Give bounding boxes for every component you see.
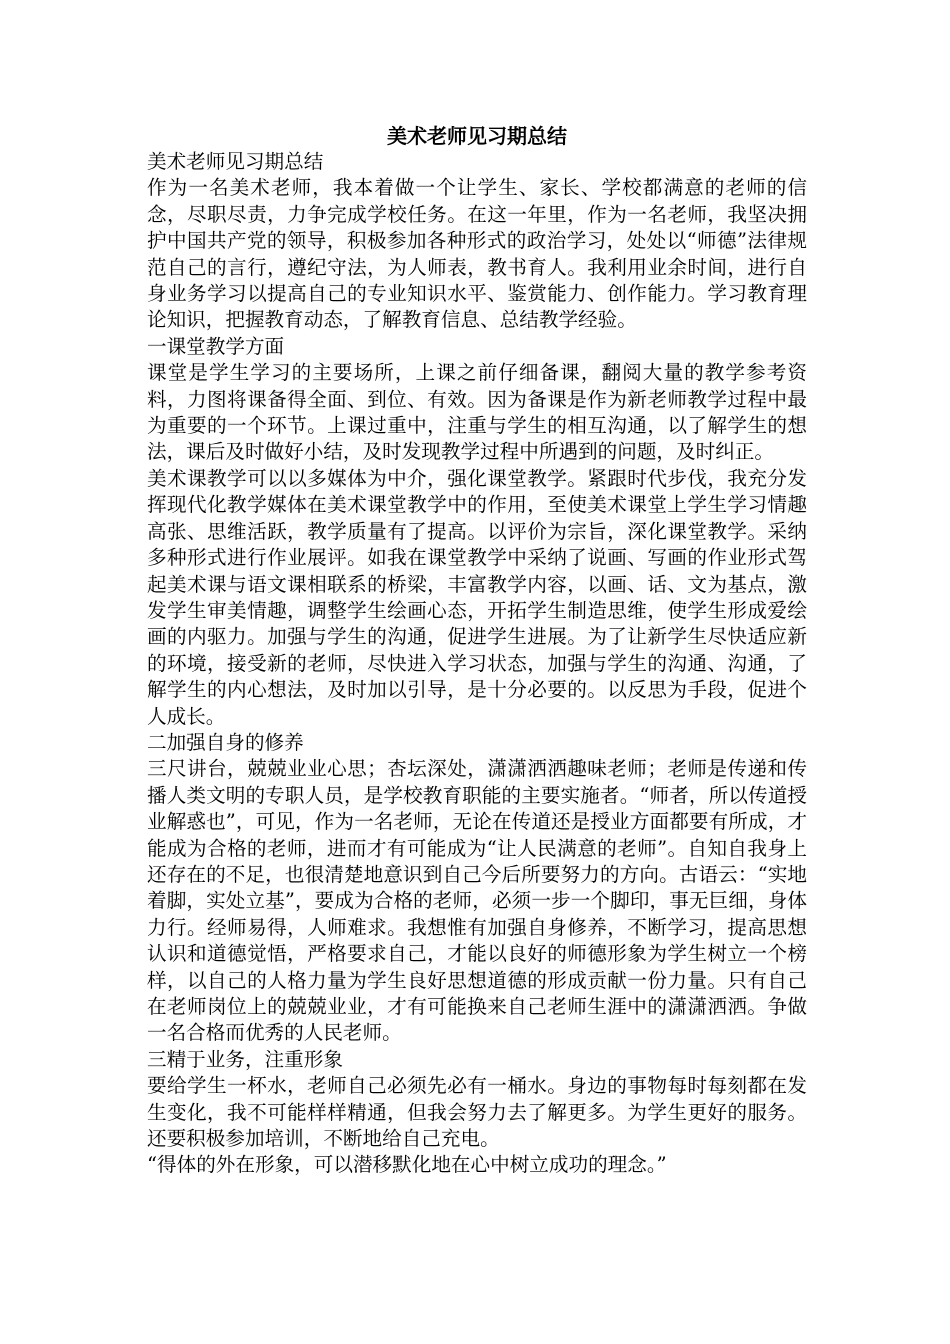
classroom-paragraph-1: 课堂是学生学习的主要场所，上课之前仔细备课，翻阅大量的教学参考资料，力图将课备得全面、到位、有效。因为备课是作为新老师教学过程中最为重要的一个环节。上课过重中，注重与学生的相互沟通，以了解学生的想法，课后及时做好小结，及时发现教学过程中所遇到的问题，及时纠正。 [147,361,807,464]
professional-paragraph: 要给学生一杯水，老师自己必须先必有一桶水。身边的事物每时每刻都在发生变化，我不可能样样精通，但我会努力去了解更多。为学生更好的服务。还要积极参加培训，不断地给自己充电。 [147,1074,807,1151]
section-heading-professional: 三精于业务，注重形象 [147,1047,343,1071]
subtitle-line: 美术老师见习期总结 [147,150,324,173]
classroom-paragraph-2: 美术课教学可以以多媒体为中介，强化课堂教学。紧跟时代步伐，我充分发挥现代化教学媒体在美术课堂教学中的作用，至使美术课堂上学生学习情趣高张、思维活跃，教学质量有了提高。以评价为宗旨，深化课堂教学。采纳多种形式进行作业展评。如我在课堂教学中采纳了说画、写画的作业形式驾起美术课与语文课相联系的桥梁，丰富教学内容，以画、话、文为基点，激发学生审美情趣，调整学生绘画心态，开拓学生制造思维，使学生形成爱绘画的内驱力。加强与学生的沟通，促进学生进展。为了让新学生尽快适应新的环境，接受新的老师，尽快进入学习状态，加强与学生的沟通、沟通，了解学生的内心想法，及时加以引导，是十分必要的。以反思为手段，促进个人成长。 [147,466,807,728]
quote-paragraph: “得体的外在形象，可以潜移默化地在心中树立成功的理念。” [147,1153,667,1177]
section-heading-self-cultivation: 二加强自身的修养 [147,730,304,754]
self-cultivation-paragraph: 三尺讲台，兢兢业业心思；杏坛深处，潇潇洒洒趣味老师；老师是传递和传播人类文明的专职人员，是学校教育职能的主要实施者。“师者，所以传道授业解惑也”，可见，作为一名老师，无论在传道还是授业方面都要有所成，才能成为合格的老师，进而才有可能成为“让人民满意的老师”。自知自我身上还存在的不足，也很清楚地意识到自己今后所要努力的方向。古语云：“实地着脚，实处立基”，要成为合格的老师，必须一步一个脚印，事无巨细，身体力行。经师易得，人师难求。我想惟有加强自身修养，不断学习，提高思想认识和道德觉悟，严格要求自己，才能以良好的师德形象为学生树立一个榜样，以自己的人格力量为学生良好思想道德的形成贡献一份力量。只有自己在老师岗位上的兢兢业业，才有可能换来自己老师生涯中的潇潇洒洒。争做一名合格而优秀的人民老师。 [147,757,807,1045]
document-title: 美术老师见习期总结 [387,124,567,148]
document-body [147,149,807,1179]
document-page [147,123,807,1179]
intro-paragraph: 作为一名美术老师，我本着做一个让学生、家长、学校都满意的老师的信念，尽职尽责，力争完成学校任务。在这一年里，作为一名老师，我坚决拥护中国共产党的领导，积极参加各种形式的政治学习，处处以“师德”法律规范自己的言行，遵纪守法，为人师表，教书育人。我利用业余时间，进行自身业务学习以提高自己的专业知识水平、鉴赏能力、创作能力。学习教育理论知识，把握教育动态，了解教育信息、总结教学经验。 [147,176,807,332]
section-heading-classroom: 一课堂教学方面 [147,334,285,358]
